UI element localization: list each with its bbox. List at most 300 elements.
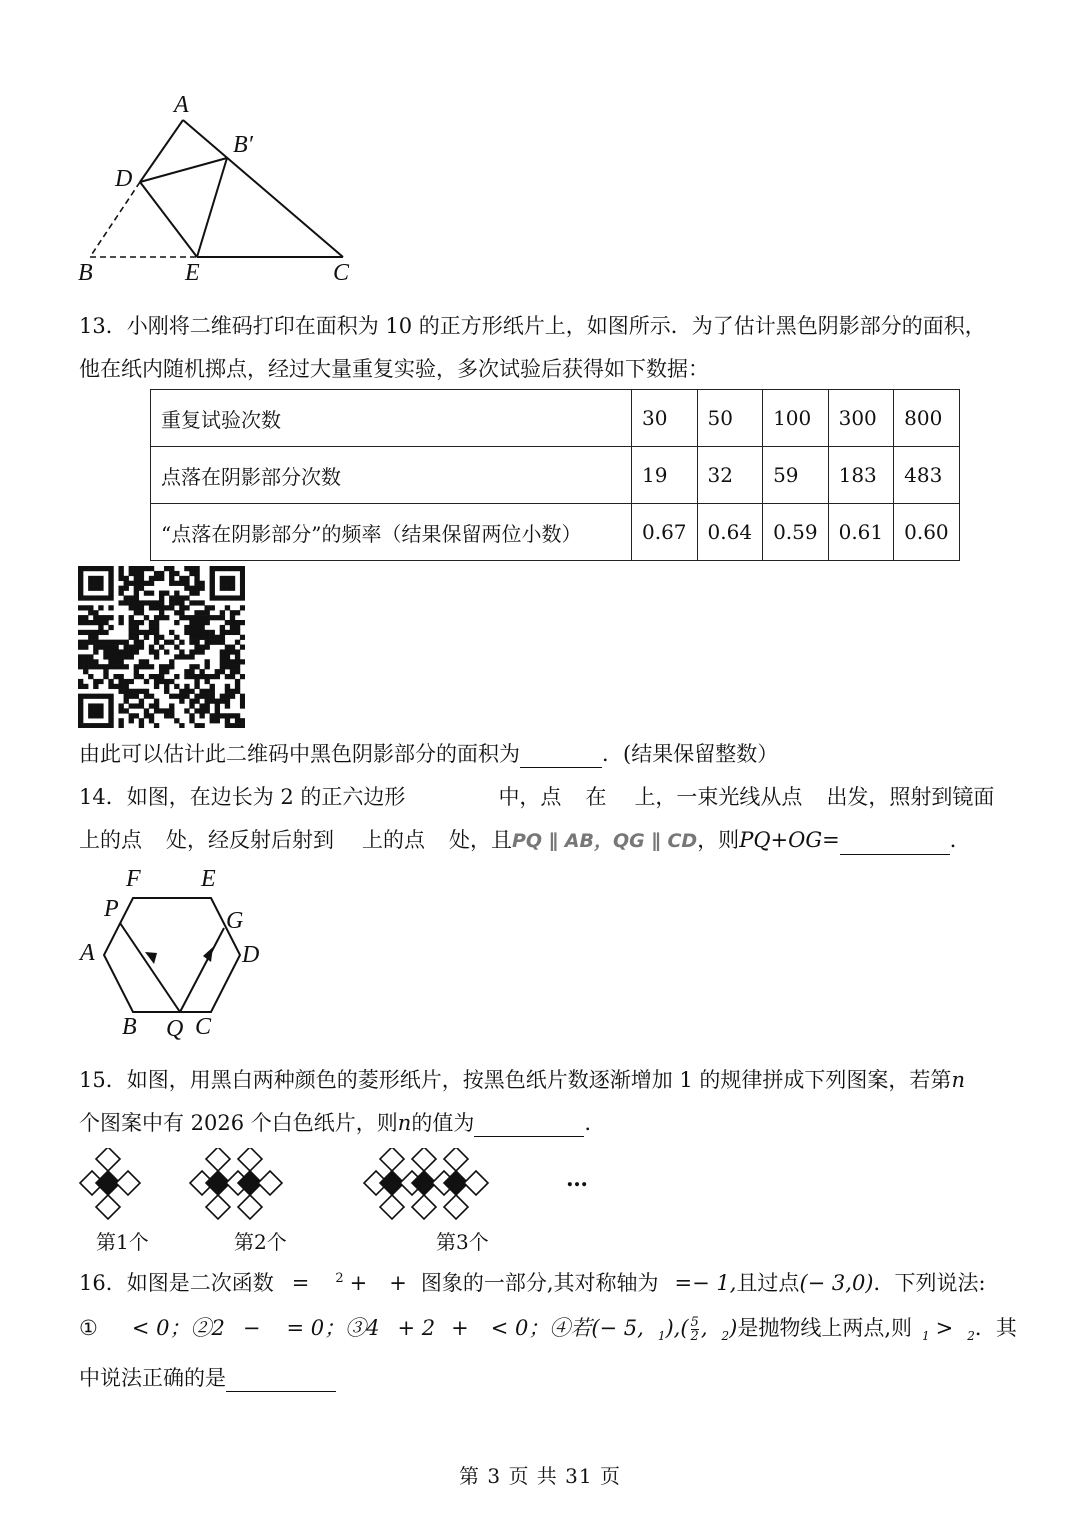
qr-module: [210, 635, 215, 640]
qr-module: [88, 723, 93, 728]
qr-module: [154, 654, 159, 659]
qr-module: [230, 576, 235, 581]
qr-module: [240, 645, 245, 650]
qr-module: [98, 664, 103, 669]
qr-module: [144, 566, 149, 571]
table-cell: 50: [697, 390, 763, 447]
qr-module: [205, 708, 210, 713]
qr-module: [179, 576, 184, 581]
qr-module: [159, 615, 164, 620]
qr-module: [98, 679, 103, 684]
qr-module: [215, 699, 220, 704]
q16-sub: 2: [967, 1329, 975, 1344]
qr-module: [118, 679, 123, 684]
qr-module: [144, 664, 149, 669]
qr-module: [103, 615, 108, 620]
white-rhombus: [412, 1148, 436, 1171]
qr-module: [154, 605, 159, 610]
hex-label-a: A: [80, 940, 95, 966]
qr-module: [118, 576, 123, 581]
qr-module: [220, 635, 225, 640]
qr-module: [93, 694, 98, 699]
qr-module: [108, 703, 113, 708]
qr-module: [93, 610, 98, 615]
table-row: [151, 447, 960, 504]
qr-module: [235, 669, 240, 674]
qr-module: [235, 654, 240, 659]
qr-module: [199, 713, 204, 718]
qr-module: [189, 713, 194, 718]
qr-module: [205, 664, 210, 669]
qr-module: [83, 654, 88, 659]
qr-module: [93, 615, 98, 620]
qr-module: [189, 566, 194, 571]
qr-module: [240, 723, 245, 728]
qr-module: [220, 586, 225, 591]
qr-module: [78, 659, 83, 664]
qr-module: [205, 605, 210, 610]
q16-text: 16．如图是二次函数: [79, 1271, 274, 1295]
qr-module: [174, 684, 179, 689]
qr-module: [118, 703, 123, 708]
qr-module: [159, 610, 164, 615]
qr-module: [210, 718, 215, 723]
qr-module: [118, 723, 123, 728]
q16-point: ): [729, 1316, 738, 1340]
qr-module: [154, 600, 159, 605]
qr-module: [108, 605, 113, 610]
q15-text: .: [584, 1111, 592, 1135]
qr-module: [194, 694, 199, 699]
qr-module: [194, 640, 199, 645]
qr-module: [199, 645, 204, 650]
qr-module: [184, 605, 189, 610]
qr-module: [118, 654, 123, 659]
q15-var: n: [397, 1111, 412, 1135]
qr-module: [225, 576, 230, 581]
qr-module: [210, 630, 215, 635]
qr-module: [230, 610, 235, 615]
pattern-caption-2: 第2个: [234, 1230, 287, 1254]
qr-module: [159, 645, 164, 650]
qr-module: [93, 703, 98, 708]
qr-module: [139, 664, 144, 669]
q16-sub: 1: [922, 1329, 930, 1344]
qr-module: [159, 635, 164, 640]
q16-text: >: [935, 1316, 954, 1340]
qr-module: [93, 595, 98, 600]
white-rhombus: [444, 1148, 468, 1171]
qr-module: [103, 664, 108, 669]
qr-module: [164, 640, 169, 645]
hex-label-e: E: [201, 866, 216, 892]
qr-module: [164, 689, 169, 694]
qr-module: [174, 591, 179, 596]
qr-module: [199, 723, 204, 728]
qr-module: [78, 586, 83, 591]
qr-module: [149, 649, 154, 654]
qr-module: [83, 723, 88, 728]
qr-module: [78, 703, 83, 708]
qr-module: [230, 689, 235, 694]
q15-text: 个图案中有 2026 个白色纸片，则: [79, 1111, 398, 1135]
qr-module: [240, 581, 245, 586]
qr-module: [134, 625, 139, 630]
qr-module: [129, 718, 134, 723]
white-rhombus: [238, 1148, 262, 1171]
q16-text: 中说法正确的是: [79, 1366, 226, 1390]
qr-module: [164, 605, 169, 610]
q16-point: (− 5,: [591, 1316, 644, 1340]
qr-module: [205, 699, 210, 704]
qr-module: [215, 566, 220, 571]
qr-module: [194, 600, 199, 605]
qr-module: [129, 703, 134, 708]
qr-module: [179, 654, 184, 659]
qr-module: [129, 620, 134, 625]
qr-module: [199, 620, 204, 625]
label-c: C: [333, 260, 350, 286]
qr-module: [194, 649, 199, 654]
qr-module: [149, 703, 154, 708]
qr-module: [194, 708, 199, 713]
qr-module: [98, 581, 103, 586]
qr-module: [154, 649, 159, 654]
qr-module: [205, 640, 210, 645]
qr-module: [93, 635, 98, 640]
qr-module: [210, 586, 215, 591]
qr-module: [98, 586, 103, 591]
white-rhombus: [206, 1195, 230, 1219]
qr-module: [174, 581, 179, 586]
qr-module: [189, 635, 194, 640]
qr-module: [144, 708, 149, 713]
qr-module: [199, 708, 204, 713]
qr-module: [118, 689, 123, 694]
qr-module: [103, 566, 108, 571]
qr-module: [78, 718, 83, 723]
qr-module: [113, 664, 118, 669]
qr-module: [139, 718, 144, 723]
qr-module: [139, 620, 144, 625]
qr-module: [184, 708, 189, 713]
qr-module: [144, 591, 149, 596]
qr-module: [230, 649, 235, 654]
qr-module: [159, 708, 164, 713]
qr-module: [149, 694, 154, 699]
qr-module: [199, 635, 204, 640]
qr-module: [235, 713, 240, 718]
qr-module: [189, 586, 194, 591]
qr-module: [134, 576, 139, 581]
qr-module: [129, 571, 134, 576]
qr-module: [164, 591, 169, 596]
qr-module: [230, 615, 235, 620]
qr-module: [124, 640, 129, 645]
qr-module: [154, 571, 159, 576]
qr-module: [118, 684, 123, 689]
qr-module: [174, 645, 179, 650]
qr-module: [220, 649, 225, 654]
qr-module: [210, 684, 215, 689]
qr-module: [230, 664, 235, 669]
qr-module: [235, 718, 240, 723]
qr-module: [240, 605, 245, 610]
label-d: D: [115, 166, 133, 192]
qr-module: [134, 620, 139, 625]
white-rhombus: [96, 1148, 120, 1171]
qr-module: [93, 630, 98, 635]
answer-blank[interactable]: [474, 1114, 584, 1137]
table-cell: 30: [632, 390, 698, 447]
qr-module: [78, 654, 83, 659]
qr-module: [129, 625, 134, 630]
q16-text: +: [349, 1271, 368, 1295]
qr-module: [189, 640, 194, 645]
fraction: [691, 1316, 699, 1343]
answer-blank[interactable]: [226, 1369, 336, 1392]
qr-module: [240, 591, 245, 596]
q16-line2: [79, 1314, 1017, 1350]
qr-module: [78, 571, 83, 576]
qr-module: [189, 703, 194, 708]
row-label: 重复试验次数: [151, 390, 632, 447]
qr-module: [164, 669, 169, 674]
label-a: A: [174, 92, 189, 118]
qr-module: [220, 566, 225, 571]
qr-module: [205, 689, 210, 694]
qr-module: [118, 571, 123, 576]
qr-module: [210, 689, 215, 694]
white-rhombus: [464, 1171, 488, 1195]
qr-module: [225, 595, 230, 600]
qr-module: [124, 654, 129, 659]
hex-label-d: D: [242, 942, 260, 968]
qr-module: [149, 620, 154, 625]
qr-module: [108, 708, 113, 713]
q13-line1: 13．小刚将二维码打印在面积为 10 的正方形纸片上，如图所示．为了估计黑色阴影部分的面积，: [79, 314, 986, 338]
qr-module: [199, 625, 204, 630]
qr-module: [174, 610, 179, 615]
qr-module: [118, 615, 123, 620]
q16-sup: 2: [335, 1271, 344, 1286]
table-cell: 0.61: [828, 504, 894, 561]
qr-module: [164, 708, 169, 713]
q14-line1: [79, 783, 994, 811]
q16-text: ①: [79, 1316, 98, 1340]
qr-module: [235, 610, 240, 615]
qr-module: [118, 586, 123, 591]
qr-module: [215, 674, 220, 679]
qr-module: [240, 699, 245, 704]
qr-module: [225, 703, 230, 708]
qr-module: [83, 605, 88, 610]
label-b: B: [78, 260, 93, 286]
qr-module: [134, 649, 139, 654]
qr-module: [134, 600, 139, 605]
qr-module: [118, 708, 123, 713]
qr-module: [230, 713, 235, 718]
qr-module: [225, 649, 230, 654]
q14-text: 处，且: [449, 828, 512, 852]
qr-module: [220, 581, 225, 586]
qr-module: [113, 659, 118, 664]
qr-module: [88, 713, 93, 718]
qr-module: [154, 576, 159, 581]
qr-module: [139, 571, 144, 576]
qr-module: [83, 684, 88, 689]
qr-module: [149, 576, 154, 581]
qr-module: [235, 689, 240, 694]
qr-module: [205, 620, 210, 625]
answer-blank[interactable]: [520, 745, 602, 768]
qr-module: [108, 576, 113, 581]
qr-module: [93, 713, 98, 718]
qr-module: [225, 718, 230, 723]
qr-module: [164, 664, 169, 669]
qr-module: [220, 699, 225, 704]
qr-module: [220, 669, 225, 674]
qr-module: [88, 586, 93, 591]
qr-module: [169, 630, 174, 635]
qr-module: [129, 615, 134, 620]
qr-module: [184, 581, 189, 586]
qr-module: [164, 649, 169, 654]
white-rhombus: [380, 1148, 404, 1171]
qr-module: [118, 674, 123, 679]
q16-text: 图象的一部分,其对称轴为: [420, 1271, 659, 1295]
qr-module: [88, 620, 93, 625]
qr-module: [129, 581, 134, 586]
pattern-caption-1: 第1个: [96, 1230, 149, 1254]
qr-module: [144, 659, 149, 664]
qr-module: [98, 576, 103, 581]
qr-module: [134, 610, 139, 615]
qr-module: [189, 674, 194, 679]
qr-module: [240, 595, 245, 600]
qr-module: [108, 694, 113, 699]
qr-module: [108, 581, 113, 586]
qr-module: [169, 581, 174, 586]
qr-module: [124, 649, 129, 654]
qr-module: [83, 640, 88, 645]
qr-module: [179, 610, 184, 615]
qr-module: [184, 625, 189, 630]
qr-module: [179, 600, 184, 605]
qr-module: [240, 571, 245, 576]
qr-module: [225, 659, 230, 664]
qr-module: [78, 591, 83, 596]
qr-module: [88, 635, 93, 640]
qr-module: [78, 694, 83, 699]
qr-module: [199, 649, 204, 654]
qr-module: [103, 694, 108, 699]
qr-module: [149, 591, 154, 596]
q16-text: ．其: [974, 1316, 1017, 1340]
qr-module: [179, 615, 184, 620]
qr-module: [118, 640, 123, 645]
qr-module: [134, 605, 139, 610]
qr-module: [189, 620, 194, 625]
q13-answer-line: [79, 740, 778, 768]
qr-module: [220, 625, 225, 630]
qr-module: [129, 654, 134, 659]
qr-module: [169, 713, 174, 718]
qr-module: [108, 718, 113, 723]
qr-module: [154, 630, 159, 635]
qr-module: [108, 586, 113, 591]
q16-line1: [79, 1265, 986, 1297]
answer-blank[interactable]: [840, 832, 950, 855]
qr-module: [93, 659, 98, 664]
qr-module: [139, 600, 144, 605]
qr-module: [215, 635, 220, 640]
qr-module: [184, 669, 189, 674]
qr-module: [210, 713, 215, 718]
qr-module: [129, 600, 134, 605]
pattern-ellipsis: …: [566, 1166, 588, 1192]
qr-module: [194, 679, 199, 684]
qr-module: [98, 625, 103, 630]
qr-module: [179, 723, 184, 728]
qr-module: [199, 630, 204, 635]
qr-module: [220, 630, 225, 635]
qr-module: [184, 630, 189, 635]
qr-module: [134, 581, 139, 586]
qr-module: [205, 615, 210, 620]
qr-module: [220, 615, 225, 620]
qr-module: [225, 664, 230, 669]
q14-text: 上的点: [362, 828, 425, 852]
qr-module: [139, 586, 144, 591]
qr-module: [134, 630, 139, 635]
table-cell: 19: [632, 447, 698, 504]
qr-module: [230, 581, 235, 586]
qr-module: [124, 679, 129, 684]
q14-text: 处，经反射后射到: [166, 828, 334, 852]
qr-module: [83, 659, 88, 664]
q16-text: + 2: [397, 1316, 436, 1340]
qr-module: [129, 566, 134, 571]
qr-module: [78, 645, 83, 650]
qr-module: [154, 708, 159, 713]
white-rhombus: [116, 1171, 140, 1195]
qr-module: [98, 605, 103, 610]
qr-module: [134, 694, 139, 699]
qr-module: [235, 679, 240, 684]
qr-module: [225, 684, 230, 689]
qr-module: [88, 595, 93, 600]
qr-module: [199, 615, 204, 620]
qr-module: [159, 600, 164, 605]
qr-module: [199, 610, 204, 615]
qr-module: [205, 659, 210, 664]
qr-module: [205, 703, 210, 708]
white-rhombus: [96, 1195, 120, 1219]
qr-module: [235, 566, 240, 571]
qr-module: [194, 566, 199, 571]
qr-module: [169, 600, 174, 605]
qr-module: [134, 674, 139, 679]
q14-text: ，则: [697, 828, 740, 852]
qr-module: [194, 620, 199, 625]
qr-module: [113, 674, 118, 679]
qr-module: [134, 640, 139, 645]
qr-module: [78, 723, 83, 728]
qr-module: [134, 586, 139, 591]
qr-module: [179, 605, 184, 610]
qr-module: [88, 694, 93, 699]
